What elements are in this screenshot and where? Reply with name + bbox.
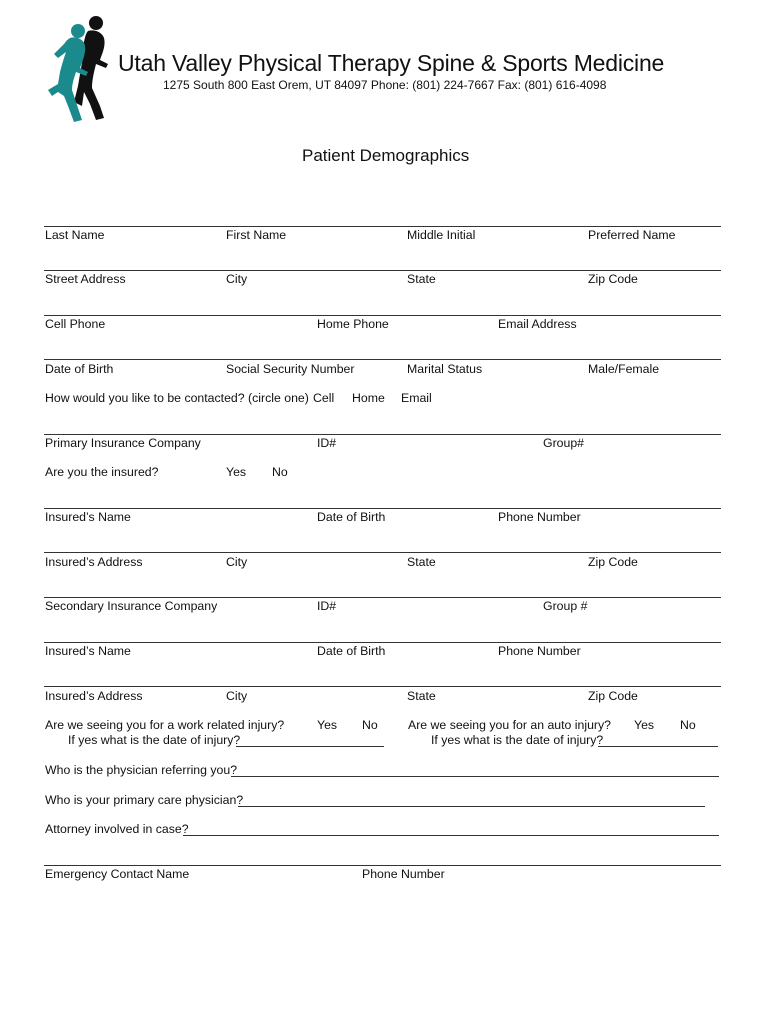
auto-injury-yes[interactable]: Yes <box>634 718 655 732</box>
contact-option-home[interactable]: Home <box>352 391 385 405</box>
insured-phone-label: Phone Number <box>498 510 581 524</box>
secondary-id-label: ID# <box>317 599 337 613</box>
phones-row-line[interactable] <box>44 315 721 316</box>
are-you-insured-question: Are you the insured? <box>45 465 159 479</box>
referring-physician-field[interactable] <box>231 776 719 777</box>
contact-preference-question: How would you like to be contacted? (circle one) <box>45 391 309 405</box>
work-injury-date-label: If yes what is the date of injury? <box>68 733 241 747</box>
contact-option-email[interactable]: Email <box>401 391 432 405</box>
secondary-group-label: Group # <box>543 599 588 613</box>
home-phone-label: Home Phone <box>317 317 389 331</box>
insured-state-label: State <box>407 555 436 569</box>
primary-id-label: ID# <box>317 436 337 450</box>
insured2-address-row-line[interactable] <box>44 686 721 687</box>
auto-injury-question: Are we seeing you for an auto injury? <box>408 718 612 732</box>
running-figures-logo <box>44 14 110 126</box>
date-of-birth-label: Date of Birth <box>45 362 114 376</box>
middle-initial-label: Middle Initial <box>407 228 476 242</box>
insured-name-label: Insured’s Name <box>45 510 131 524</box>
cell-phone-label: Cell Phone <box>45 317 106 331</box>
address-row-line[interactable] <box>44 270 721 271</box>
insured2-name-label: Insured’s Name <box>45 644 131 658</box>
insured2-phone-label: Phone Number <box>498 644 581 658</box>
dob-row-line[interactable] <box>44 359 721 360</box>
work-injury-question: Are we seeing you for a work related injury? <box>45 718 285 732</box>
insured-yes-option[interactable]: Yes <box>226 465 247 479</box>
insured-no-option[interactable]: No <box>272 465 288 479</box>
ssn-label: Social Security Number <box>226 362 355 376</box>
auto-injury-date-label: If yes what is the date of injury? <box>431 733 604 747</box>
insured-dob-label: Date of Birth <box>317 510 386 524</box>
email-address-label: Email Address <box>498 317 577 331</box>
emergency-contact-name-label: Emergency Contact Name <box>45 867 190 881</box>
preferred-name-label: Preferred Name <box>588 228 676 242</box>
sex-label: Male/Female <box>588 362 660 376</box>
first-name-label: First Name <box>226 228 287 242</box>
referring-physician-label: Who is the physician referring you? <box>45 763 238 777</box>
work-injury-yes[interactable]: Yes <box>317 718 338 732</box>
insured-address-row-line[interactable] <box>44 552 721 553</box>
marital-status-label: Marital Status <box>407 362 483 376</box>
emergency-phone-label: Phone Number <box>362 867 445 881</box>
runner-silhouettes-icon <box>44 14 110 126</box>
last-name-label: Last Name <box>45 228 105 242</box>
primary-insurance-label: Primary Insurance Company <box>45 436 201 450</box>
form-title: Patient Demographics <box>302 146 470 165</box>
secondary-insurance-label: Secondary Insurance Company <box>45 599 218 613</box>
insured-address-label: Insured’s Address <box>45 555 143 569</box>
insured2-state-label: State <box>407 689 436 703</box>
insured2-name-row-line[interactable] <box>44 642 721 643</box>
work-injury-date-field[interactable] <box>236 746 384 747</box>
primary-care-field[interactable] <box>238 806 705 807</box>
insured2-address-label: Insured’s Address <box>45 689 143 703</box>
name-row-line[interactable] <box>44 226 721 227</box>
secondary-insurance-row-line[interactable] <box>44 597 721 598</box>
attorney-field[interactable] <box>183 835 719 836</box>
city-label: City <box>226 272 248 286</box>
insured-city-label: City <box>226 555 248 569</box>
zip-code-label: Zip Code <box>588 272 638 286</box>
insured2-dob-label: Date of Birth <box>317 644 386 658</box>
auto-injury-no[interactable]: No <box>680 718 696 732</box>
insured-zip-label: Zip Code <box>588 555 638 569</box>
insured2-city-label: City <box>226 689 248 703</box>
auto-injury-date-field[interactable] <box>598 746 718 747</box>
work-injury-no[interactable]: No <box>362 718 378 732</box>
clinic-title: Utah Valley Physical Therapy Spine & Sports Medicine <box>118 50 665 76</box>
emergency-contact-row-line[interactable] <box>44 865 721 866</box>
clinic-address: 1275 South 800 East Orem, UT 84097 Phone: (801) 224-7667 Fax: (801) 616-4098 <box>163 78 607 92</box>
street-address-label: Street Address <box>45 272 126 286</box>
insured-name-row-line[interactable] <box>44 508 721 509</box>
primary-insurance-row-line[interactable] <box>44 434 721 435</box>
state-label: State <box>407 272 436 286</box>
attorney-label: Attorney involved in case? <box>45 822 189 836</box>
primary-care-label: Who is your primary care physician? <box>45 793 244 807</box>
insured2-zip-label: Zip Code <box>588 689 638 703</box>
primary-group-label: Group# <box>543 436 585 450</box>
contact-option-cell[interactable]: Cell <box>313 391 335 405</box>
